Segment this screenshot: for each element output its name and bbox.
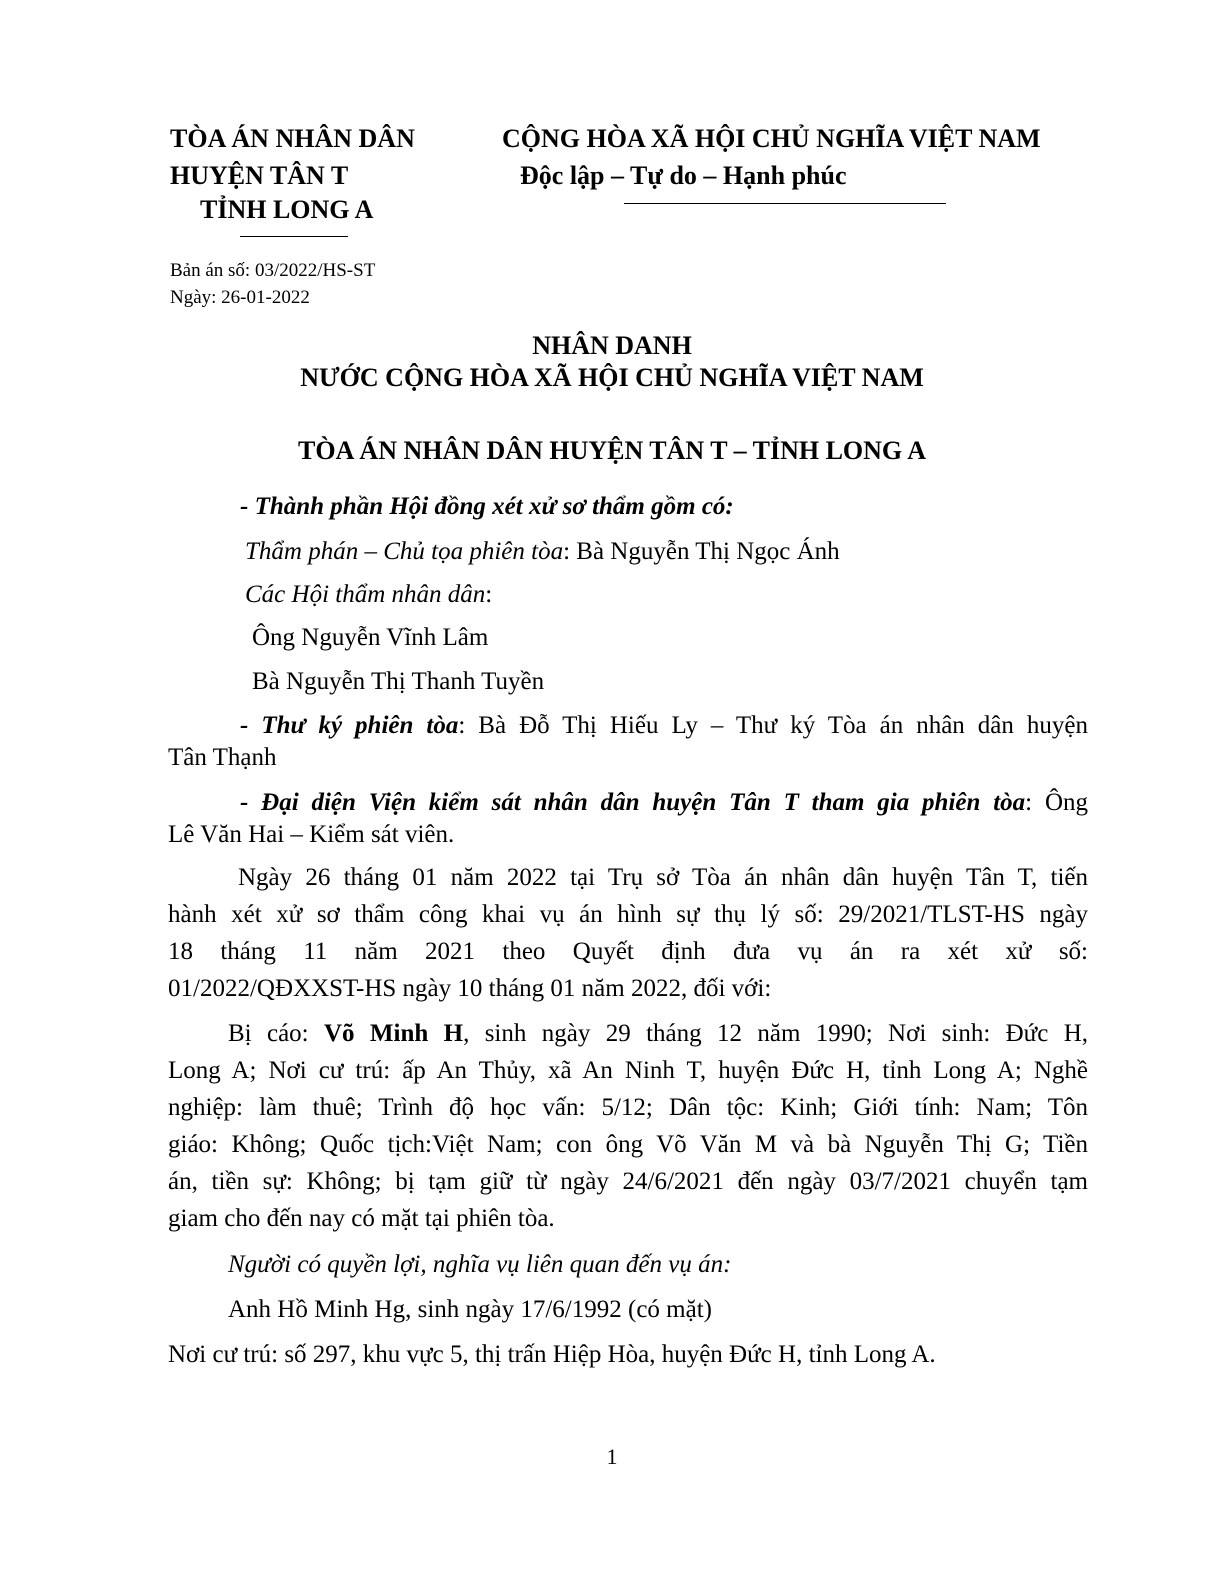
defendant-line-2: Long A; Nơi cư trú: ấp An Thủy, xã An Ninh T, huyện Đức H, tỉnh Long A; Nghề (168, 1057, 1088, 1084)
national-title: CỘNG HÒA XÃ HỘI CHỦ NGHĨA VIỆT NAM (502, 124, 1041, 153)
defendant-line-1 (168, 1019, 1088, 1049)
defendant-line-4: giáo: Không; Quốc tịch:Việt Nam; con ông Võ Văn M và bà Nguyễn Thị G; Tiền (168, 1131, 1088, 1158)
trial-line-4: 01/2022/QĐXXST-HS ngày 10 tháng 01 năm 2022, đối với: (168, 975, 772, 1002)
assessors-colon: : (485, 581, 493, 608)
related-address: Nơi cư trú: số 297, khu vực 5, thị trấn Hiệp Hòa, huyện Đức H, tỉnh Long A. (168, 1341, 936, 1368)
panel-heading-text: - Thành phần Hội đồng xét xử sơ thẩm gồm có: (240, 493, 734, 520)
judge-line (245, 537, 840, 567)
related-heading-text: Người có quyền lợi, nghĩa vụ liên quan đến vụ án: (228, 1251, 732, 1278)
clerk-label: - Thư ký phiên tòa (240, 712, 459, 739)
left-header-rule (240, 236, 348, 237)
title-in-the-name: NHÂN DANH (532, 331, 692, 360)
assessors-label: Các Hội thẩm nhân dân (245, 581, 486, 608)
related-heading (228, 1250, 731, 1280)
assessors-line (245, 580, 492, 610)
defendant-line-3: nghiệp: làm thuê; Trình độ học vấn: 5/12; Dân tộc: Kinh; Giới tính: Nam; Tôn (168, 1094, 1088, 1121)
clerk-line-2: Tân Thạnh (168, 744, 277, 771)
case-number: Bản án số: 03/2022/HS-ST (170, 260, 376, 281)
title-republic: NƯỚC CỘNG HÒA XÃ HỘI CHỦ NGHĨA VIỆT NAM (300, 363, 924, 392)
panel-heading (240, 492, 734, 522)
trial-line-3: 18 tháng 11 năm 2021 theo Quyết định đưa vụ án ra xét xử số: (168, 938, 1088, 965)
court-name-line1: TÒA ÁN NHÂN DÂN (170, 124, 415, 153)
defendant-label: Bị cáo: (228, 1020, 324, 1047)
defendant-birth: , sinh ngày 29 tháng 12 năm 1990; Nơi sinh: Đức H, (463, 1020, 1089, 1047)
judge-label: Thẩm phán – Chủ tọa phiên tòa (245, 538, 564, 565)
court-province: TỈNH LONG A (200, 195, 374, 224)
clerk-line-1 (168, 711, 1088, 741)
trial-line-1: Ngày 26 tháng 01 năm 2022 tại Trụ sở Tòa án nhân dân huyện Tân T, tiến (238, 864, 1088, 891)
assessor-2: Bà Nguyễn Thị Thanh Tuyền (252, 668, 545, 695)
defendant-line-6: giam cho đến nay có mặt tại phiên tòa. (168, 1205, 555, 1232)
procurator-line-1 (168, 788, 1088, 818)
trial-line-2: hành xét xử sơ thẩm công khai vụ án hình sự thụ lý số: 29/2021/TLST-HS ngày (168, 901, 1088, 928)
clerk-text-1: : Bà Đỗ Thị Hiếu Ly – Thư ký Tòa án nhân dân huyện (458, 712, 1088, 739)
judge-name: : Bà Nguyễn Thị Ngọc Ánh (563, 538, 840, 565)
national-motto: Độc lập – Tự do – Hạnh phúc (520, 161, 847, 190)
procurator-text-1: : Ông (1025, 789, 1088, 816)
procurator-line-2: Lê Văn Hai – Kiểm sát viên. (168, 821, 455, 848)
page-number: 1 (606, 1444, 618, 1469)
title-court: TÒA ÁN NHÂN DÂN HUYỆN TÂN T – TỈNH LONG A (298, 436, 926, 465)
related-person: Anh Hồ Minh Hg, sinh ngày 17/6/1992 (có mặt) (228, 1296, 712, 1323)
assessor-1: Ông Nguyễn Vĩnh Lâm (252, 624, 489, 651)
defendant-name: Võ Minh H (324, 1020, 464, 1047)
court-name-line2: HUYỆN TÂN T (170, 161, 349, 190)
procurator-label: - Đại diện Viện kiểm sát nhân dân huyện Tân T tham gia phiên tòa (240, 789, 1026, 816)
right-header-rule (624, 203, 946, 204)
defendant-line-5: án, tiền sự: Không; bị tạm giữ từ ngày 24/6/2021 đến ngày 03/7/2021 chuyển tạm (168, 1168, 1088, 1195)
case-date: Ngày: 26-01-2022 (170, 287, 310, 308)
